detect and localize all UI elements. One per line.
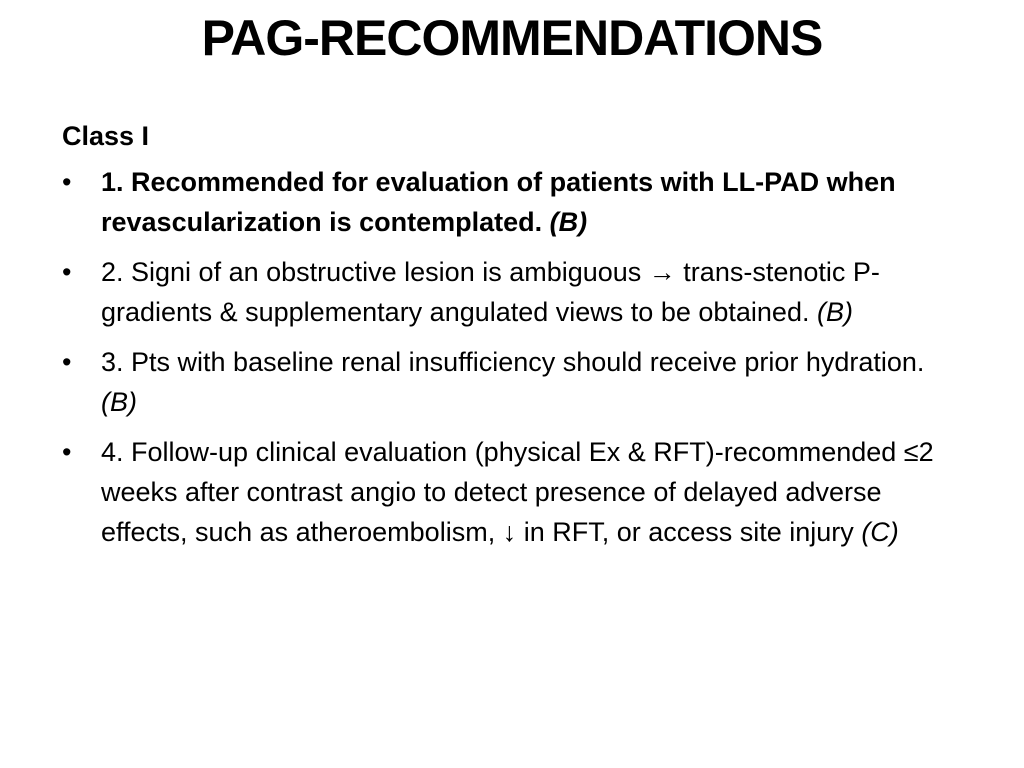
- bullet-icon: •: [62, 167, 72, 197]
- slide-title: PAG-RECOMMENDATIONS: [201, 10, 823, 66]
- evidence-grade: (C): [861, 517, 899, 547]
- bullet-icon: •: [62, 437, 72, 467]
- recommendation-item-1: [62, 162, 962, 242]
- evidence-grade: (B): [816, 297, 853, 327]
- bullet-icon: •: [62, 347, 72, 377]
- class-heading: Class I: [62, 121, 150, 151]
- recommendation-item-2: [62, 252, 962, 332]
- slide-content: [62, 116, 962, 562]
- recommendation-text: 2. Signi of an obstructive lesion is ambiguous → trans-stenotic P-gradients & supplementary angulated views to be obtained.: [101, 257, 880, 327]
- bullet-icon: •: [62, 257, 72, 287]
- recommendation-list: [62, 162, 962, 552]
- evidence-grade: (B): [101, 387, 137, 417]
- recommendation-text: 1. Recommended for evaluation of patients with LL-PAD when revascularization is contemplated.: [101, 167, 896, 237]
- recommendation-item-3: [62, 342, 962, 422]
- recommendation-text: 3. Pts with baseline renal insufficiency should receive prior hydration.: [101, 347, 925, 377]
- recommendation-text: 4. Follow-up clinical evaluation (physical Ex & RFT)-recommended ≤2 weeks after contrast angio to detect presence of delayed adverse effects, such as atheroembolism, ↓ in RFT, or access site injury: [101, 437, 934, 547]
- recommendation-item-4: [62, 432, 962, 552]
- evidence-grade: (B): [549, 207, 588, 237]
